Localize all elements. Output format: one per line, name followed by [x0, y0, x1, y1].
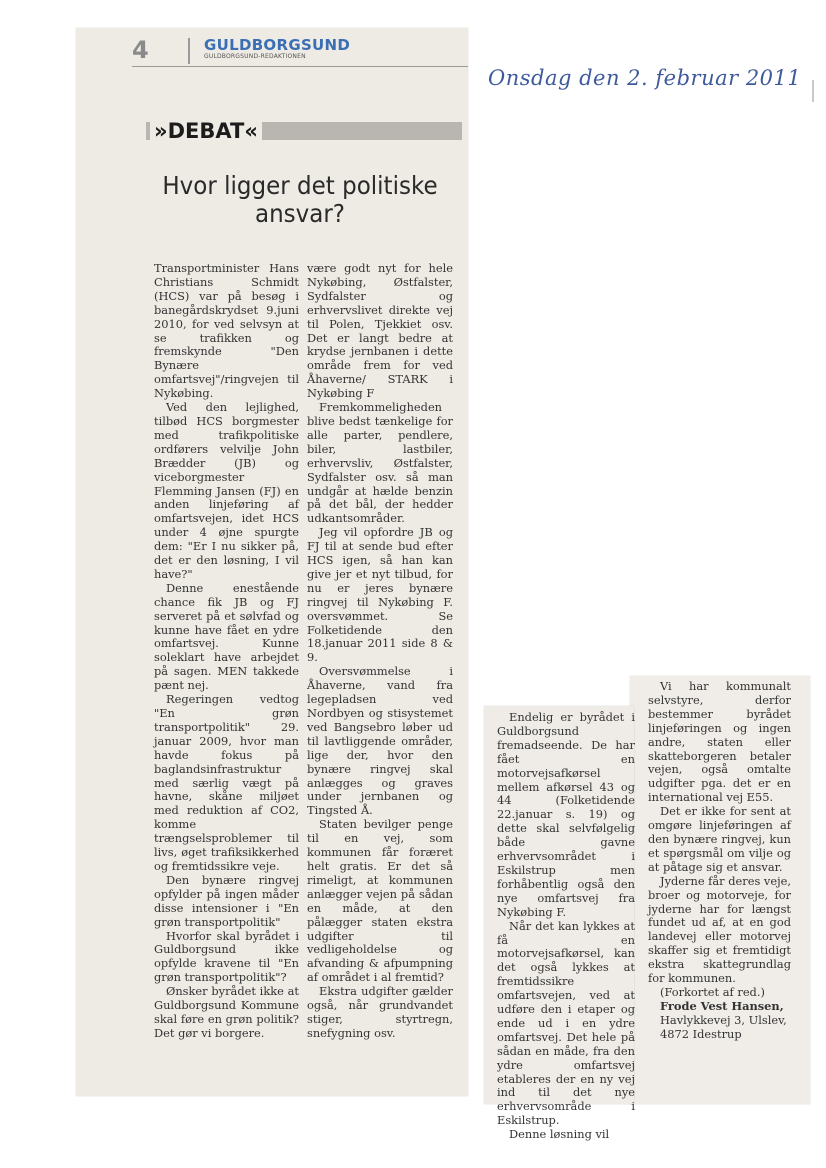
paragraph: Jeg vil opfordre JB og FJ til at sende bud efter HCS igen, så han kan give jer et nyt tilbud, for nu er jeres bynære ringvej til Nykøbing F. oversvømmet. Se Folketidende den 18.januar 2011 side 8 & 9.: [307, 525, 453, 665]
section-label: »DEBAT«: [150, 119, 262, 143]
masthead-rule: [132, 66, 468, 67]
author-address-line-1: Havlykkevej 3, Ulslev,: [660, 1012, 787, 1027]
paragraph: Jyderne får deres veje, broer og motorveje, for jyderne har for længst fundet ud af, at en god landevej eller motorvej skaffer sig et fremtidigt ekstra skattegrundlag for kommunen.: [648, 873, 792, 986]
article-column-4: [648, 680, 791, 1042]
paragraph: Oversvømmelse i Åhaverne, vand fra legepladsen ved Nordbyen og stisystemet ved Bangsebro løber ud til lavtliggende områder, lige der, hvor den bynære ringvej skal anlægges og graves under jernbanen og Tingsted Å.: [307, 664, 453, 818]
author-address-line-2: 4872 Idestrup: [660, 1026, 742, 1041]
paragraph: Ønsker byrådet ikke at Guldborgsund Kommune skal føre en grøn politik? Det gør vi borgere.: [154, 984, 299, 1040]
masthead: [132, 36, 468, 66]
paragraph: Ved den lejlighed, tilbød HCS borgmester med trafikpolitiske ordførers velvilje John Brædder (JB) og viceborgmester Flemming Jansen (FJ) en anden linjeføring af omfartsvejen, idet HCS under 4 øjne spurgte dem: "Er I nu sikker på, det er den løsning, I vil have?": [154, 400, 299, 581]
paragraph: Når det kan lykkes at få en motorvejsafkørsel, kan det også lykkes at fremtidssikre omfartsvejen, ved at udføre den i etaper og ende ud i en ydre omfartsvej. Det hele på sådan en måde, fra den ydre omfartsvej etableres der en ny vej ind til det nye erhvervsområde i Eskilstrup.: [497, 918, 635, 1128]
paragraph: Ekstra udgifter gælder også, når grundvandet stiger, styrtregn, snefygning osv.: [307, 984, 453, 1040]
scan-edge-mark: [812, 80, 814, 102]
paragraph: Denne løsning vil: [509, 1127, 610, 1142]
article-column-3: [497, 711, 635, 1142]
page-number: 4: [132, 36, 149, 64]
editor-note: (Forkortet af red.): [660, 984, 765, 999]
paragraph: være godt nyt for hele Nykøbing, Østfalster, Sydfalster og erhvervslivet direkte vej til Polen, Tjekkiet osv. Det er langt bedre at krydse jernbanen i dette område frem for ved Åhaverne/ STARK i Nykøbing F: [307, 261, 453, 401]
section-banner: [146, 119, 462, 143]
paragraph: Hvorfor skal byrådet i Guldborgsund ikke opfylde kravene til "En grøn transportpolitik"?: [154, 928, 299, 985]
paper-name: GULDBORGSUND: [204, 36, 351, 54]
paragraph: Vi har kommunalt selvstyre, derfor bestemmer byrådet linjeføringen og ingen andre, staten eller skatteborgeren betaler vejen, også omtalte udgifter pga. det er en international vej E55.: [648, 679, 791, 805]
paragraph: Staten bevilger penge til en vej, som kommunen får foræret helt gratis. Er det så rimeligt, at kommunen anlægger vejen på sådan en måde, at den pålægger staten ekstra udgifter til vedligeholdelse og afvanding & afpumpning af området i al fremtid?: [307, 817, 453, 985]
paragraph: Den bynære ringvej opfylder på ingen måder disse intensioner i "En grøn transportpolitik": [154, 872, 299, 929]
masthead-divider: [188, 38, 190, 64]
paragraph: Fremkommeligheden blive bedst tænkelige for alle parter, pendlere, biler, lastbiler, erhvervsliv, Østfalster, Sydfalster osv. så man undgår at hælde benzin på det bål, der hedder udkantsområder.: [307, 400, 453, 526]
paragraph: Endelig er byrådet i Guldborgsund fremadseende. De har fået en motorvejsafkørsel mellem afkørsel 43 og 44 (Folketidende 22.januar s. 19) og dette skal selvfølgelig både gavne erhvervsområdet i Eskilstrup men forhåbentlig også den nye omfartsvej fra Nykøbing F.: [497, 710, 635, 919]
paragraph: Regeringen vedtog "En grøn transportpolitik" 29. januar 2009, hvor man havde fokus på baglandsinfrastruktur med særlig vægt på havne, skåne miljøet med reduktion af CO2, komme trængselsproblemer til livs, øget trafiksikkerhed og fremtidssikre veje.: [154, 692, 299, 873]
handwritten-date: Onsdag den 2. februar 2011: [488, 66, 802, 90]
paragraph: Denne enestående chance fik JB og FJ serveret på et sølvfad og kunne have fået en ydre omfartsvej. Kunne soleklart have arbejdet på sagen. MEN takkede pænt nej.: [154, 580, 299, 693]
paper-subtitle: GULDBORGSUND-REDAKTIONEN: [204, 53, 306, 60]
article-column-2: [307, 262, 453, 1041]
article-headline: Hvor ligger det politiske ansvar?: [162, 171, 438, 228]
paragraph: Det er ikke for sent at omgøre linjeføringen af den bynære ringvej, kun et spørgsmål om vilje og at påtage sig et ansvar.: [648, 804, 791, 874]
article-column-1: [154, 262, 299, 1041]
author-name: Frode Vest Hansen,: [660, 998, 784, 1013]
paragraph: Transportminister Hans Christians Schmidt (HCS) var på besøg i banegårdskrydset 9.juni 2010, for ved selvsyn at se trafikken og fremskynde "Den Bynære omfartsvej"/ringvejen til Nykøbing.: [154, 261, 299, 401]
